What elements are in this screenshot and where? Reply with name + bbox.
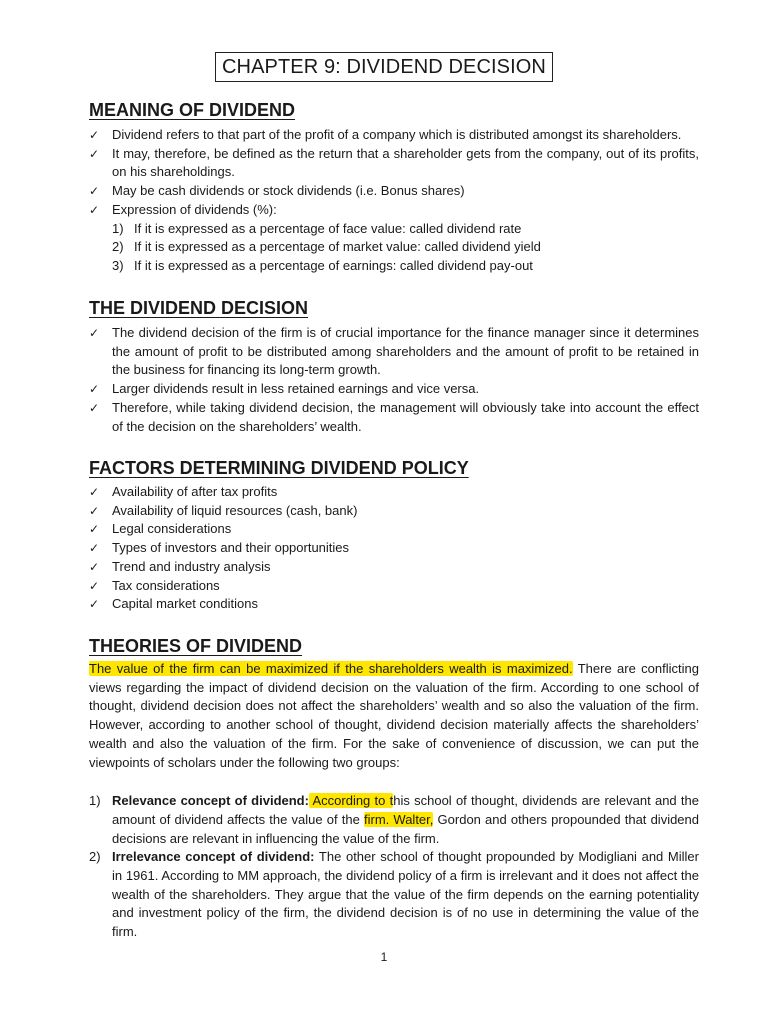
heading-theories: THEORIES OF DIVIDEND bbox=[89, 636, 303, 656]
checkmark-icon: ✓ bbox=[89, 202, 100, 217]
factors-bullets bbox=[89, 483, 699, 614]
list-item: ✓ Legal considerations bbox=[89, 520, 699, 539]
meaning-bullets bbox=[89, 126, 699, 220]
list-item: ✓ The dividend decision of the firm is of crucial importance for the finance manager since it determines the amount of profit to be distributed among shareholders and the amount of profit to be retained in the business for financing its long-term growth. bbox=[89, 325, 699, 378]
list-item: 2) If it is expressed as a percentage of market value: called dividend yield bbox=[112, 239, 541, 255]
highlighted-text: firm. Walter, bbox=[363, 811, 434, 827]
list-item: ✓ Trend and industry analysis bbox=[89, 558, 699, 577]
checkmark-icon: ✓ bbox=[89, 146, 100, 161]
checkmark-icon: ✓ bbox=[89, 184, 100, 199]
checkmark-icon: ✓ bbox=[89, 541, 100, 556]
theories-intro: The value of the firm can be maximized if the shareholders wealth is maximized. There are conflicting views regarding the impact of dividend decision on the valuation of the firm. According to one school of thought, dividend decision does not affect the shareholders’ wealth and so also the valuation of the firm. However, according to another school of thought, dividend decision materially affects the shareholders’ wealth and also the valuation of the firm. For the sake of convenience of discussion, we can put the viewpoints of scholars under the following two groups: bbox=[89, 661, 699, 770]
page-number: 1 bbox=[380, 950, 388, 964]
heading-meaning: MEANING OF DIVIDEND bbox=[89, 100, 296, 120]
highlighted-text: According to t bbox=[308, 793, 394, 809]
checkmark-icon: ✓ bbox=[89, 503, 100, 518]
checkmark-icon: ✓ bbox=[89, 578, 100, 593]
checkmark-icon: ✓ bbox=[89, 522, 100, 537]
list-item: ✓ Availability of after tax profits bbox=[89, 483, 699, 502]
list-item: ✓ Dividend refers to that part of the profit of a company which is distributed amongst its shareholders. bbox=[89, 126, 699, 145]
checkmark-icon: ✓ bbox=[89, 485, 100, 499]
checkmark-icon: ✓ bbox=[89, 128, 100, 142]
list-item: ✓ Larger dividends result in less retained earnings and vice versa. bbox=[89, 380, 699, 399]
decision-section bbox=[89, 324, 699, 436]
list-item: ✓ Availability of liquid resources (cash, bank) bbox=[89, 502, 699, 521]
list-item: 2) Irrelevance concept of dividend: The other school of thought propounded by Modigliani and Miller in 1961. According to MM approach, the dividend policy of a firm is irrelevant and it does not affect the wealth of the shareholders. They argue that the value of the firm depends on the earning potentiality and investment policy of the firm, the dividend decision is of no use in determining the value of the firm. bbox=[89, 849, 699, 940]
highlighted-text: The value of the firm can be maximized if the shareholders wealth is maximized. bbox=[89, 661, 573, 676]
checkmark-icon: ✓ bbox=[89, 326, 100, 340]
checkmark-icon: ✓ bbox=[89, 597, 100, 612]
list-item: ✓ Capital market conditions bbox=[89, 595, 699, 614]
heading-dividend-decision: THE DIVIDEND DECISION bbox=[89, 298, 309, 318]
decision-bullets bbox=[89, 324, 699, 436]
meaning-section bbox=[89, 126, 699, 276]
list-item: ✓ It may, therefore, be defined as the return that a shareholder gets from the company, out of its profits, on his shareholdings. bbox=[89, 145, 699, 180]
expression-sublist bbox=[89, 220, 699, 276]
checkmark-icon: ✓ bbox=[89, 559, 100, 574]
list-item: ✓ Therefore, while taking dividend decision, the management will obviously take into account the effect of the decision on the shareholders’ wealth. bbox=[89, 399, 699, 434]
factors-section bbox=[89, 483, 699, 614]
list-item: 3) If it is expressed as a percentage of earnings: called dividend pay-out bbox=[112, 257, 533, 273]
chapter-title: CHAPTER 9: DIVIDEND DECISION bbox=[215, 52, 553, 82]
title-wrap bbox=[0, 52, 768, 82]
list-item: ✓ Types of investors and their opportunities bbox=[89, 539, 699, 558]
list-item: 1) Relevance concept of dividend: According to this school of thought, dividends are relevant and the amount of dividend affects the value of the firm. Walter, Gordon and others propounded that dividend decisions are relevant in influencing the value of the firm. bbox=[89, 793, 699, 846]
list-item: ✓ May be cash dividends or stock dividends (i.e. Bonus shares) bbox=[89, 182, 699, 201]
checkmark-icon: ✓ bbox=[89, 382, 100, 397]
theories-section bbox=[89, 660, 699, 942]
heading-factors: FACTORS DETERMINING DIVIDEND POLICY bbox=[89, 458, 469, 478]
theories-list bbox=[89, 792, 699, 942]
list-item: 1) If it is expressed as a percentage of face value: called dividend rate bbox=[112, 220, 522, 236]
checkmark-icon: ✓ bbox=[89, 400, 100, 415]
list-item: ✓ Expression of dividends (%): bbox=[89, 201, 699, 220]
list-item: ✓ Tax considerations bbox=[89, 577, 699, 596]
